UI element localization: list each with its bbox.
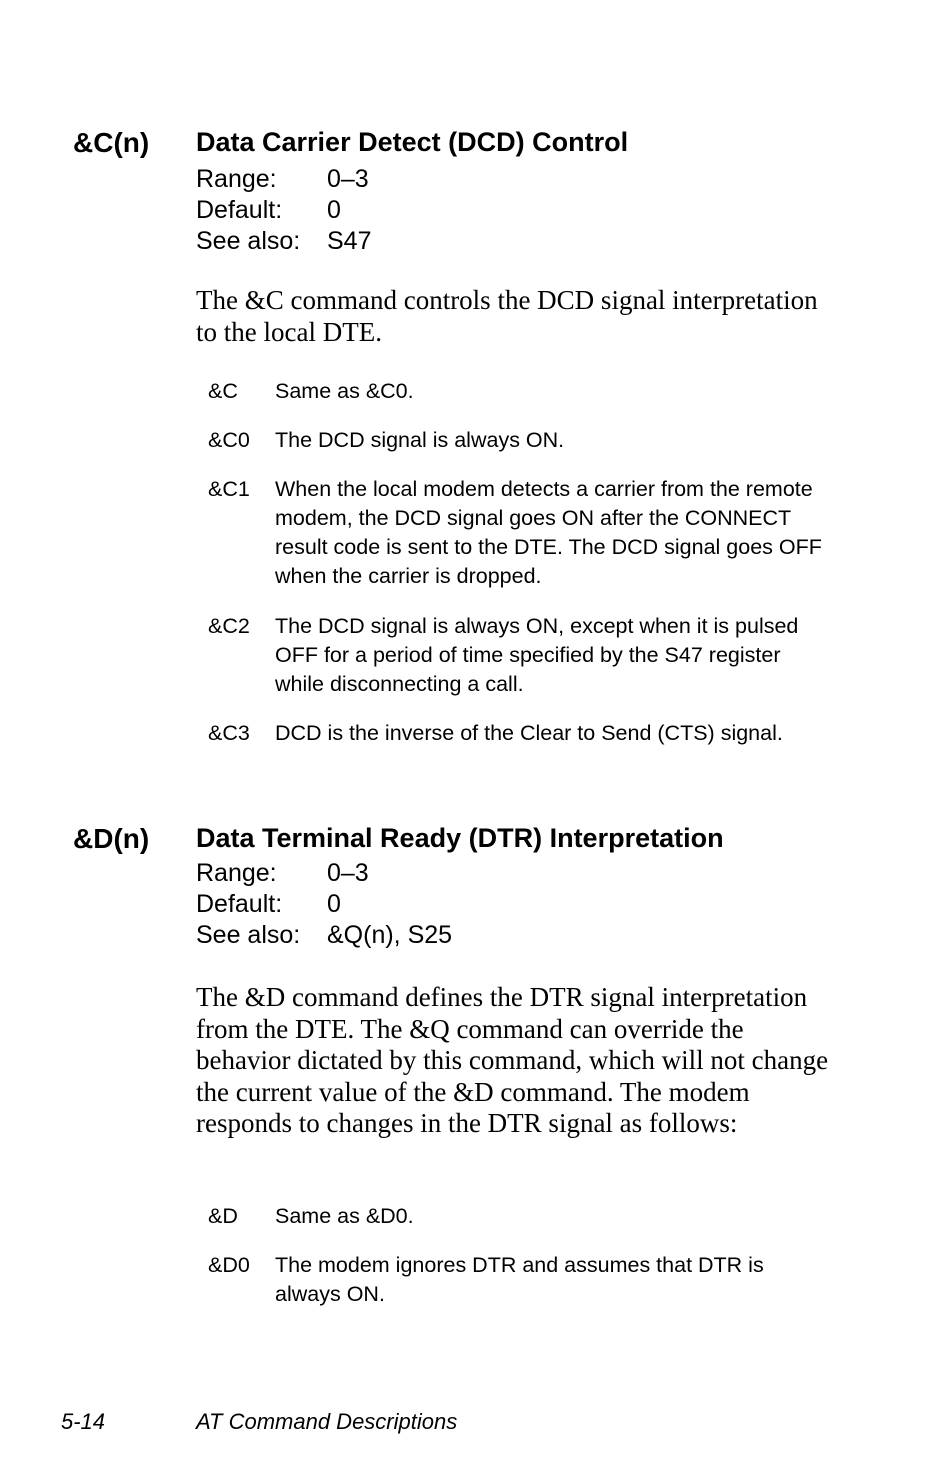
range-row — [196, 164, 371, 195]
default-value: 0 — [327, 890, 341, 918]
option-text: Same as &C0. — [275, 379, 414, 403]
see-also-label: See also: — [196, 921, 301, 949]
option-code: &C2 — [208, 614, 250, 638]
see-also-row — [196, 920, 452, 951]
range-value: 0–3 — [327, 165, 369, 193]
default-label: Default: — [196, 196, 283, 224]
default-label: Default: — [196, 890, 283, 918]
command-name: &C(n) — [73, 127, 150, 158]
option-code: &C3 — [208, 721, 250, 745]
option-text: The DCD signal is always ON. — [275, 428, 565, 452]
option-text: The DCD signal is always ON, except when it is pulsed OFF for a period of time specified by the S47 register while disconnecting a call. — [275, 614, 799, 696]
command-description: The &D command defines the DTR signal interpretation from the DTE. The &Q command can override the behavior dictated by this command, which will not change the current value of the &D command. The modem responds to changes in the DTR signal as follows: — [196, 982, 829, 1138]
command-description: The &C command controls the DCD signal interpretation to the local DTE. — [196, 285, 818, 347]
see-also-row — [196, 226, 371, 257]
command-name: &D(n) — [73, 823, 150, 854]
range-label: Range: — [196, 859, 277, 887]
command-title: Data Terminal Ready (DTR) Interpretation — [196, 823, 724, 853]
chapter-title: AT Command Descriptions — [196, 1409, 458, 1434]
default-row — [196, 195, 371, 226]
range-label: Range: — [196, 165, 277, 193]
option-code: &C1 — [208, 477, 250, 501]
default-value: 0 — [327, 196, 341, 224]
option-code: &C0 — [208, 428, 250, 452]
option-text: When the local modem detects a carrier from the remote modem, the DCD signal goes ON after the CONNECT result code is sent to the DTE. The DCD signal goes OFF when the carrier is dropped. — [275, 477, 822, 588]
option-text: Same as &D0. — [275, 1204, 414, 1228]
see-also-value: S47 — [327, 227, 372, 255]
see-also-value: &Q(n), S25 — [327, 921, 453, 949]
option-code: &C — [208, 379, 238, 403]
command-meta — [196, 858, 452, 951]
command-title: Data Carrier Detect (DCD) Control — [196, 127, 629, 157]
option-code: &D — [208, 1204, 238, 1228]
option-text: DCD is the inverse of the Clear to Send (CTS) signal. — [275, 721, 783, 745]
default-row — [196, 889, 452, 920]
range-value: 0–3 — [327, 859, 369, 887]
see-also-label: See also: — [196, 227, 301, 255]
page-number: 5-14 — [61, 1409, 106, 1434]
option-text: The modem ignores DTR and assumes that DTR is always ON. — [275, 1253, 764, 1306]
option-code: &D0 — [208, 1253, 250, 1277]
command-meta — [196, 164, 371, 257]
range-row — [196, 858, 452, 889]
